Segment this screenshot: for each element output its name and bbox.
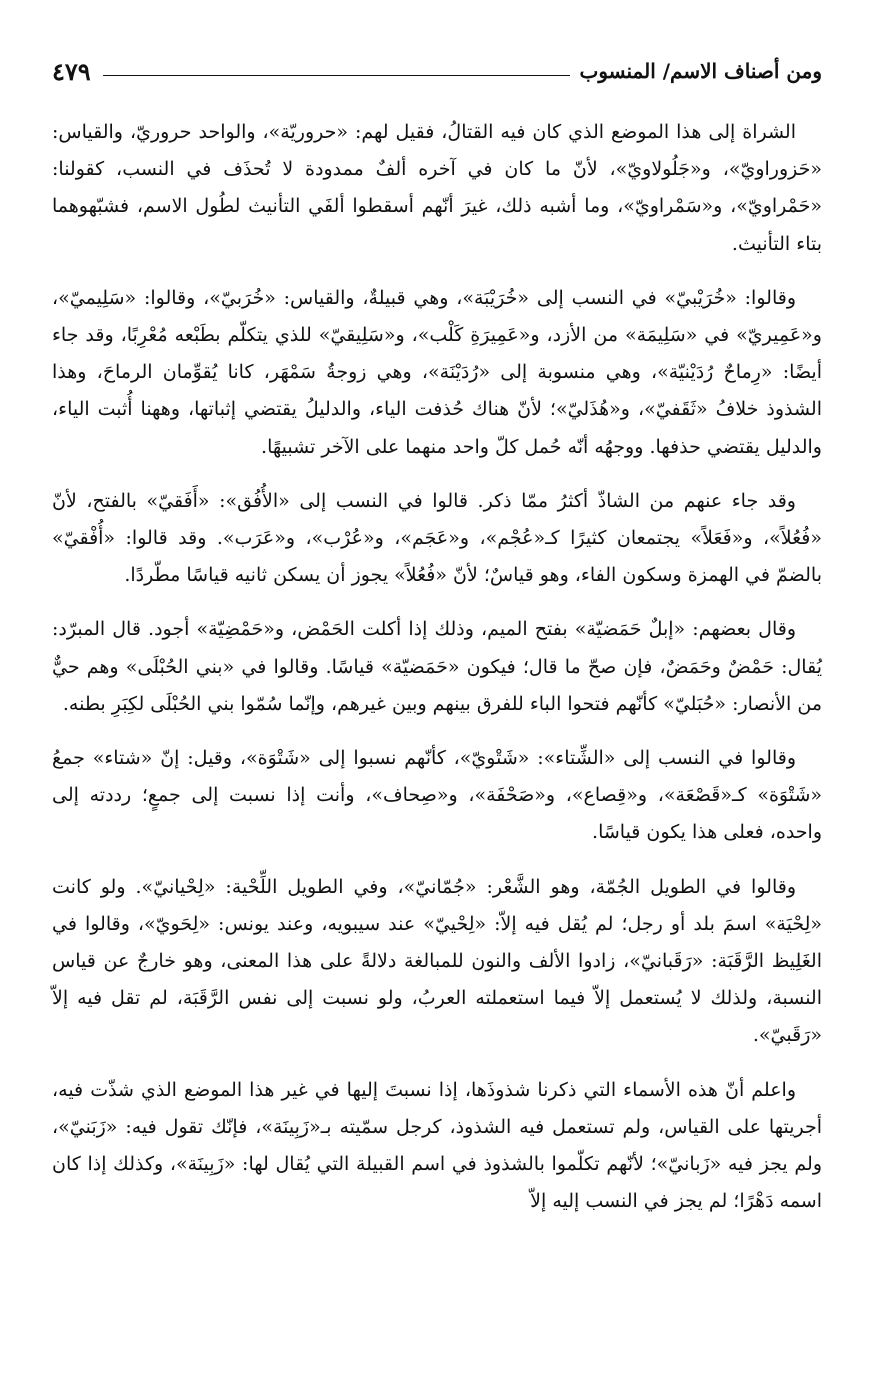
paragraph: الشراة إلى هذا الموضع الذي كان فيه القتالُ، فقيل لهم: «حروريّة»، والواحد حروريّ، والقياس: «حَزوراويّ»، و«جَلُولاويّ»، لأنّ ما كان في آخره ألفٌ ممدودة لا تُحذَف في النسب، كقولنا: «حَمْراويّ»، و«سَمْراويّ»، وما أشبه ذلك، غيرَ أنّهم أسقطوا ألفَي التأنيث لطُول الاسم، فشبّهوهما بتاء التأنيث.: [52, 121, 822, 255]
paragraph: واعلم أنّ هذه الأسماء التي ذكرنا شذوذَها، إذا نسبتَ إليها في غير هذا الموضع الذي شذّت فيه، أجريتها على القياس، ولم تستعمل فيه الشذوذ، كرجل سمّيته بـ«زَبِينَة»، فإنّك تقول فيه: «زَبَنيّ»، ولم يجز فيه «زَبانيّ»؛ لأنّهم تكلّموا بالشذوذ في اسم القبيلة التي يُقال لها: «زَبِينَة»، وكذلك إذا كان اسمه دَهْرًا؛ لم يجز في النسب إليه إلاّ: [52, 1078, 822, 1213]
book-page: [52, 48, 822, 1368]
paragraph: وقال بعضهم: «إبلٌ حَمَضيّة» بفتح الميم، وذلك إذا أكلت الحَمْض، و«حَمْضِيّة» أجود. قال المبرّد: يُقال: حَمْضٌ وحَمَضٌ، فإن صحّ ما قال؛ فيكون «حَمَضيّة» قياسًا. وقالوا في «بني الحُبْلَى» وهم حيٌّ من الأنصار: «حُبَليّ» كأنّهم فتحوا الباء للفرق بينهم وبين غيرهم، وإنّما سُمّوا بني الحُبْلَى لكِبَرِ بطنه.: [52, 618, 822, 715]
page-number: ٤٧٩: [52, 56, 91, 86]
paragraph: وقالوا: «خُرَيْبيّ» في النسب إلى «خُرَيْبَة»، وهي قبيلةٌ، والقياس: «خُرَبيّ»، وقالوا: «سَلِيميّ»، و«عَمِيريّ» في «سَلِيمَة» من الأزد، و«عَمِيرَةِ كَلْب»، و«سَلِيقيّ» للذي يتكلّم بطَبْعه مُعْرِبًا، وقد جاء أيضًا: «رِماحٌ رُدَيْنيّة»، وهي منسوبة إلى «رُدَيْنَة»، وهي زوجةُ سَمْهَر، كانا يُقوِّمان الرماحَ، وهذا الشذوذ خلافُ «ثَقَفيّ»، و«هُذَليّ»؛ لأنّ هناك حُذفت الياء، والدليلُ يقتضي إثباتها، وههنا أُثبت الياء، والدليل يقتضي حذفها. ووجهُه أنّه حُمل كلّ واحد منهما على الآخر تشبيهًا.: [52, 286, 822, 458]
paragraph: وقالوا في النسب إلى «الشِّتاء»: «شَتْويّ»، كأنّهم نسبوا إلى «شَتْوَة»، وقيل: إنّ «شتاء» جمعُ «شَتْوَة» كـ«قَصْعَة»، و«قِصاع»، و«صَحْفَة»، و«صِحاف»، وأنت إذا نسبت إلى جمعٍ؛ رددته إلى واحده، فعلى هذا يكون قياسًا.: [52, 747, 822, 844]
paragraph: وقالوا في الطويل الجُمّة، وهو الشَّعْر: «جُمّانيّ»، وفي الطويل اللِّحْية: «لِحْيانيّ». ولو كانت «لِحْيَة» اسمَ بلد أو رجل؛ لم يُقل فيه إلاّ: «لِحْييّ» عند سيبويه، وعند يونس: «لِحَويّ»، وقالوا في الغَلِيظ الرَّقَبَة: «رَقَبانيّ»، زادوا الألف والنون للمبالغة دلالةً على هذا المعنى، وهو خارجٌ عن قياس النسبة، ولذلك لا يُستعمل إلاّ فيما استعملته العربُ، ولو نسبت إلى نفس الرَّقَبَة، لم تقل فيه إلاّ «رَقَبيّ».: [52, 875, 822, 1047]
header-rule: [103, 75, 570, 76]
chapter-title: ومن أصناف الاسم/ المنسوب: [579, 59, 822, 83]
running-header: [52, 48, 822, 94]
body-text: [52, 114, 822, 1220]
paragraph: وقد جاء عنهم من الشاذّ أكثرُ ممّا ذكر. قالوا في النسب إلى «الأُفُق»: «أَفَقيّ» بالفتح، لأنّ «فُعُلاً»، و«فَعَلاً» يجتمعان كثيرًا كـ«عُجْم»، و«عَجَم»، و«عُرْب»، و«عَرَب». وقد قالوا: «أُفْقيّ» بالضمّ في الهمزة وسكون الفاء، وهو قياسٌ؛ لأنّ «فُعُلاً» يجوز أن يسكن ثانيه قياسًا مطّردًا.: [52, 489, 822, 587]
